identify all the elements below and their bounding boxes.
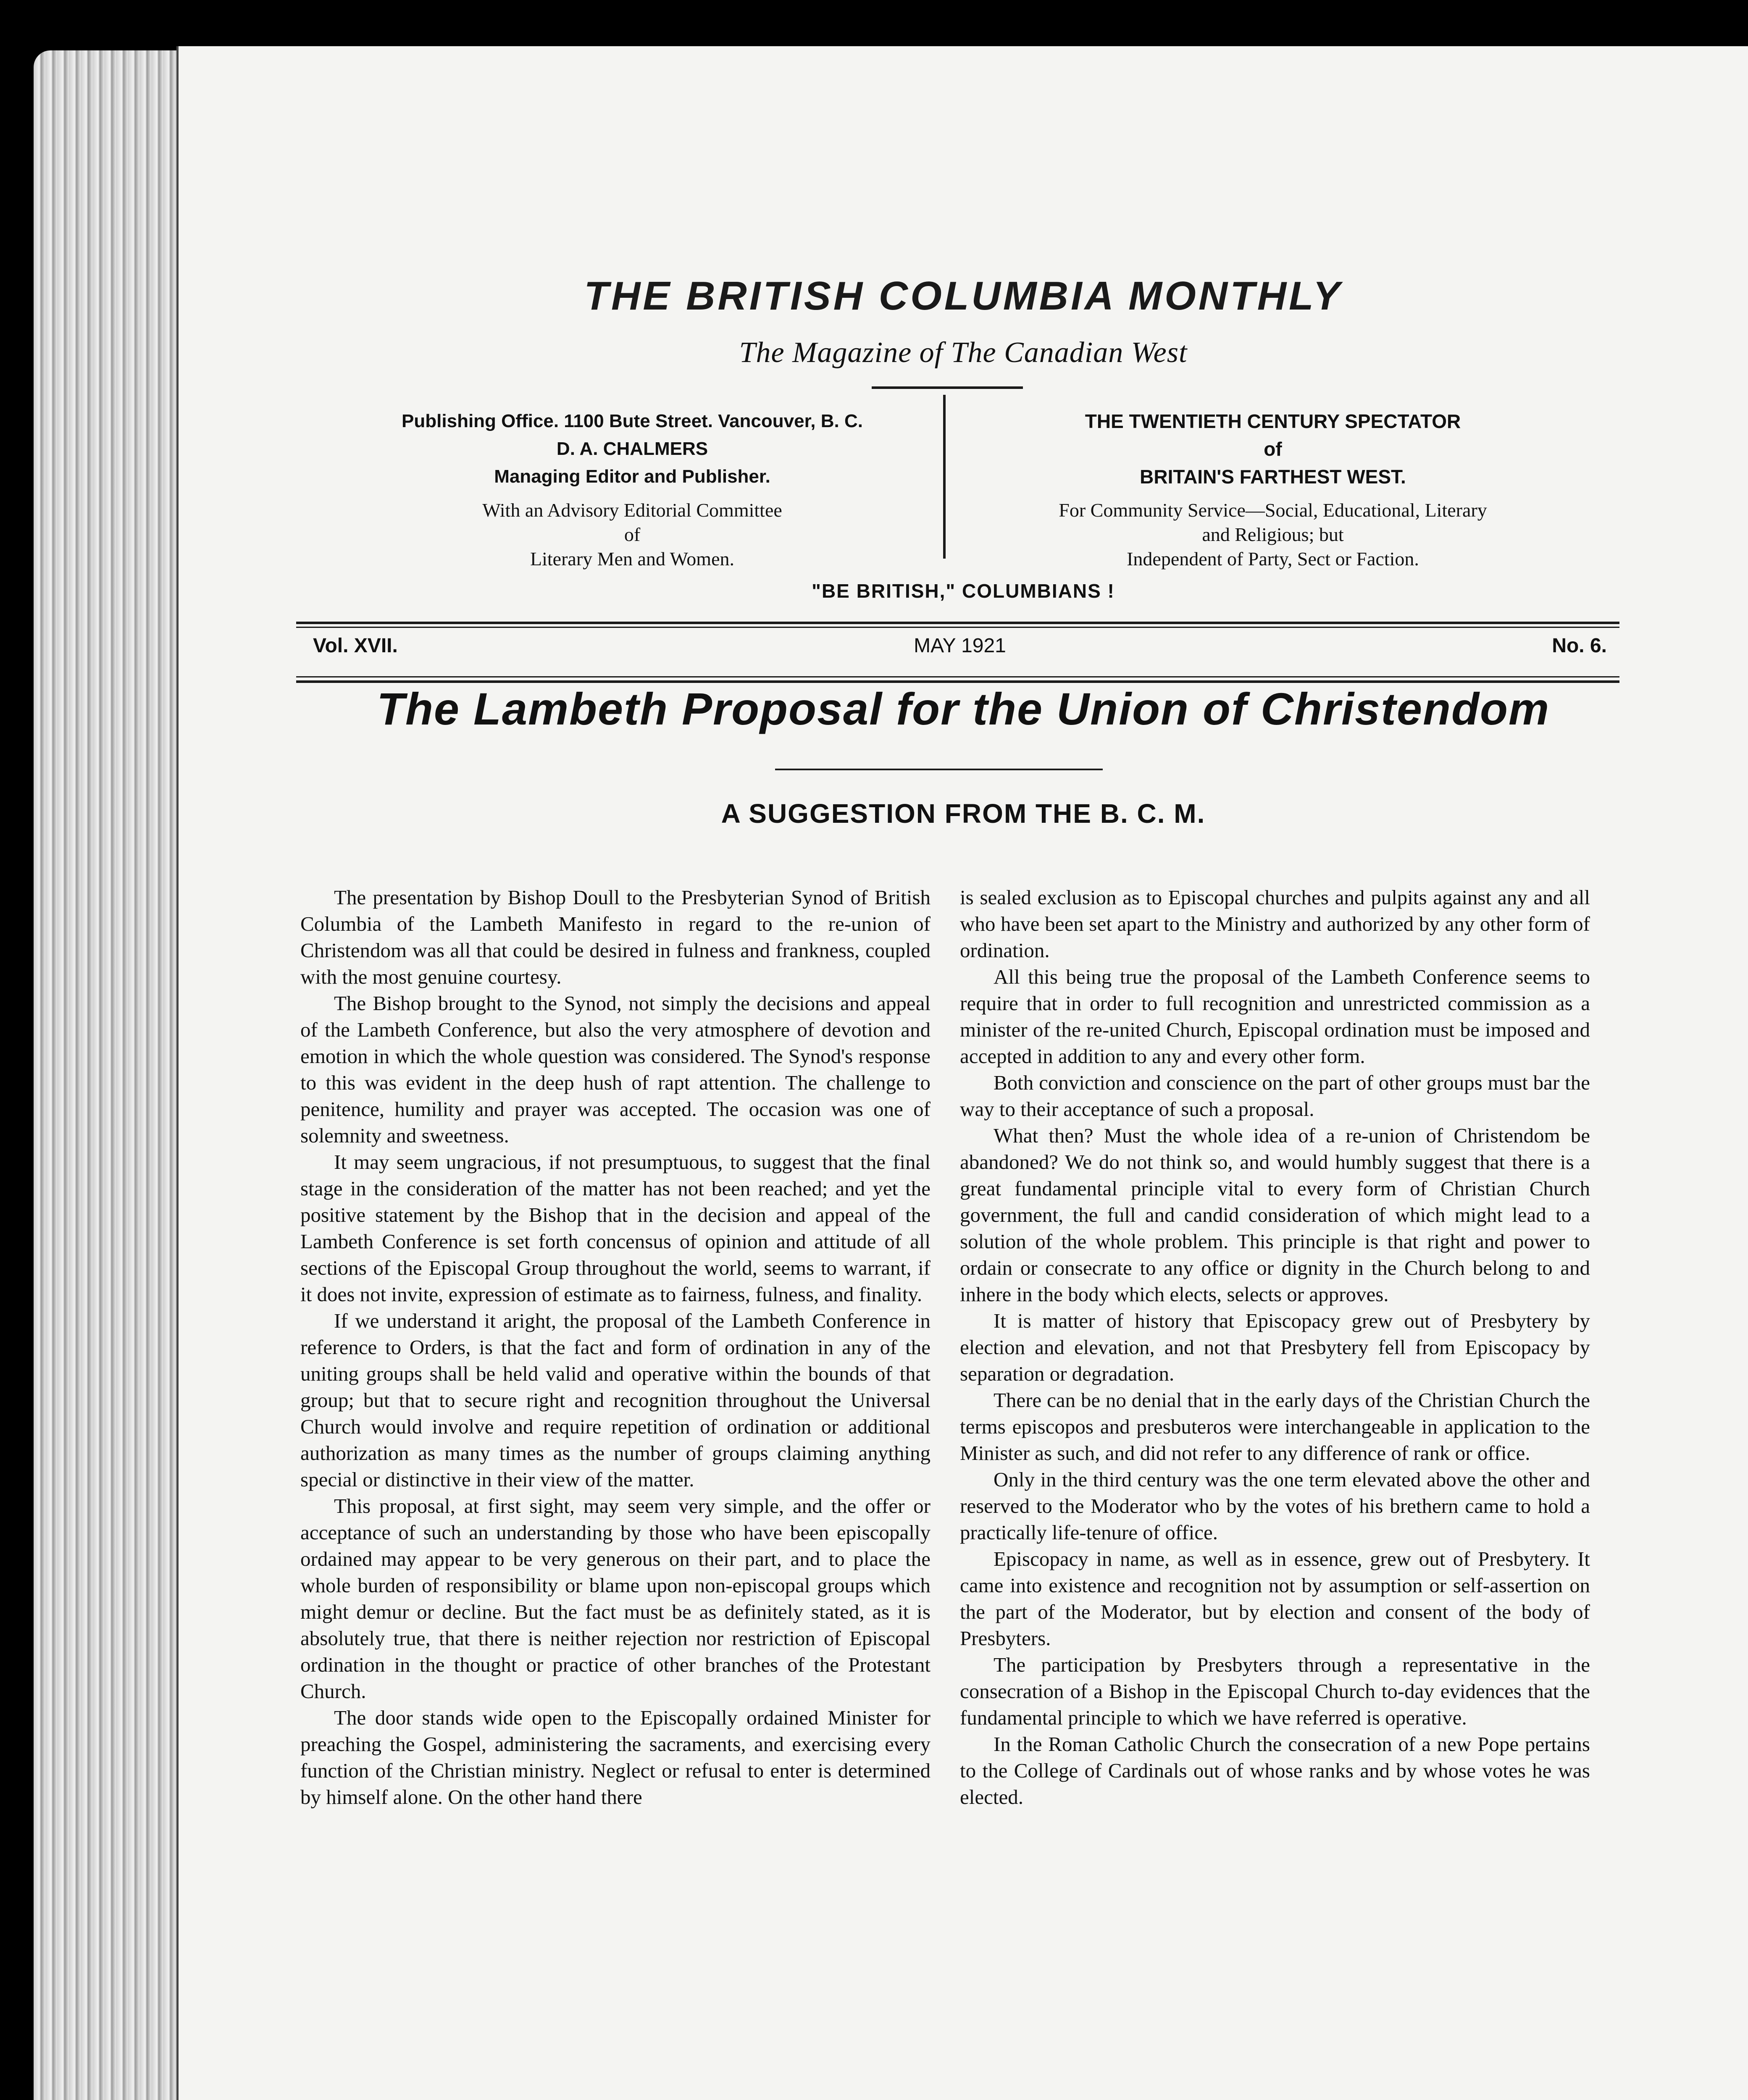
issue-rule-top-thin	[296, 627, 1619, 628]
paragraph: All this being true the proposal of the Lambeth Conference seems to require that in order to full recognition and unrestricted commission as a minister of the re-united Church, Episcopal ordination must be imposed and accepted in addition to any and every other form.	[960, 965, 1590, 1068]
paragraph: Both conviction and conscience on the part of other groups must bar the way to their acceptance of such a proposal.	[960, 1071, 1590, 1121]
article-headline: The Lambeth Proposal for the Union of Christendom	[376, 683, 1550, 734]
paragraph-continued: is sealed exclusion as to Episcopal churches and pulpits against any and all who have been set apart to the Ministry and authorized by any other form of ordination.	[960, 886, 1590, 962]
publisher-info	[317, 407, 947, 571]
article-column-left	[300, 884, 931, 1810]
paragraph: What then? Must the whole idea of a re-union of Christendom be abandoned? We do not think so, and would humbly suggest that there is a great fundamental principle vital to every form of Christian Church government, the full and candid consideration of which might lead to a solution of the whole problem. This principle is that right and power to ordain or consecrate to any office or dignity in the Church belong to and inhere in the body which elects, selects or approves.	[960, 1124, 1590, 1306]
issue-number: No. 6.	[1552, 635, 1607, 657]
editor-name: D. A. CHALMERS	[556, 438, 708, 459]
paragraph: In the Roman Catholic Church the consecration of a new Pope pertains to the College of Cardinals out of whose ranks and by whose votes he was elected.	[960, 1732, 1590, 1809]
paragraph: This proposal, at first sight, may seem very simple, and the offer or acceptance of such an understanding by those who have been episcopally ordained may appear to be very generous on their part, and to place the whole burden of responsibility or blame upon non-episcopal groups which might demur or decline. But the fact must be as definitely stated, as it is absolutely true, that there is neither rejection nor restriction of Episcopal ordination in the thought or practice of other branches of the Protestant Church.	[300, 1494, 931, 1703]
paragraph: The presentation by Bishop Doull to the Presbyterian Synod of British Columbia of the Lambeth Manifesto in regard to the re-union of Christendom was all that could be desired in fulness and frankness, coupled with the most genuine courtesy.	[300, 886, 931, 988]
book-page-edges	[34, 50, 185, 2100]
paragraph: The Bishop brought to the Synod, not simply the decisions and appeal of the Lambeth Conference, but also the very atmosphere of devotion and emotion in which the whole question was considered. The Synod's response to this was evident in the deep hush of rapt attention. The challenge to penitence, humility and prayer was accepted. The occasion was one of solemnity and sweetness.	[300, 992, 931, 1147]
spectator-region: BRITAIN'S FARTHEST WEST.	[1140, 466, 1406, 488]
paragraph: Only in the third century was the one term elevated above the other and reserved to the Moderator who by the votes of his brethern came to hold a practically life-tenure of office.	[960, 1468, 1590, 1544]
spectator-of: of	[1264, 438, 1282, 460]
paragraph: There can be no denial that in the early days of the Christian Church the terms episcopos and presbuteros were interchangeable in application to the Minister as such, and did not refer to any difference of rank or office.	[960, 1389, 1590, 1465]
article-column-right	[960, 884, 1590, 1810]
magazine-page	[176, 46, 1748, 2100]
headline-divider	[775, 769, 1103, 770]
title-divider	[872, 386, 1023, 389]
paragraph: Episcopacy in name, as well as in essence, grew out of Presbytery. It came into existence and recognition not by assumption or self-assertion on the part of the Moderator, but by election and consent of the body of Presbyters.	[960, 1547, 1590, 1650]
paragraph: It may seem ungracious, if not presumptuous, to suggest that the final stage in the consideration of the matter has not been reached; and yet the positive statement by the Bishop that in the decision and appeal of the Lambeth Conference is set forth concensus of opinion and attitude of all sections of the Episcopal Group throughout the world, seems to warrant, if it does not invite, expression of estimate as to fairness, fulness, and finality.	[300, 1150, 931, 1306]
independence-line: Independent of Party, Sect or Faction.	[1127, 548, 1419, 570]
paragraph: The participation by Presbyters through a representative in the consecration of a Bishop in the Episcopal Church to-day evidences that the fundamental principle to which we have referred is operative.	[960, 1653, 1590, 1729]
religious-line: and Religious; but	[1202, 524, 1344, 545]
committee-line: With an Advisory Editorial Committee	[482, 499, 782, 521]
paragraph: It is matter of history that Episcopacy grew out of Presbytery by election and elevation, and not that Presbytery fell from Episcopacy by separation or degradation.	[960, 1309, 1590, 1385]
motto: "BE BRITISH," COLUMBIANS !	[812, 580, 1115, 602]
publishing-office: Publishing Office. 1100 Bute Street. Vancouver, B. C.	[402, 411, 863, 431]
issue-rule-bottom-thin	[296, 676, 1619, 677]
article-subhead: A SUGGESTION FROM THE B. C. M.	[721, 798, 1206, 829]
community-service: For Community Service—Social, Educational, Literary	[1059, 499, 1487, 521]
committee-members: Literary Men and Women.	[530, 548, 734, 570]
magazine-title: THE BRITISH COLUMBIA MONTHLY	[584, 273, 1343, 318]
spectator-info	[947, 407, 1598, 571]
volume-number: Vol. XVII.	[313, 635, 398, 657]
masthead-vertical-divider	[943, 395, 946, 559]
spectator-title: THE TWENTIETH CENTURY SPECTATOR	[1085, 410, 1461, 432]
issue-rule-top	[296, 622, 1619, 624]
magazine-subtitle: The Magazine of The Canadian West	[739, 336, 1188, 369]
paragraph: The door stands wide open to the Episcopally ordained Minister for preaching the Gospel, administering the sacraments, and exercising every function of the Christian ministry. Neglect or refusal to enter is determined by himself alone. On the other hand there	[300, 1706, 931, 1809]
paragraph: If we understand it aright, the proposal of the Lambeth Conference in reference to Orders, is that the fact and form of ordination in any of the uniting groups shall be held valid and operative within the bounds of that group; but that to secure right and recognition throughout the Universal Church would involve and require repetition of ordination or additional authorization as many times as the number of groups claiming anything special or distinctive in their view of the matter.	[300, 1309, 931, 1491]
editor-role: Managing Editor and Publisher.	[494, 466, 770, 487]
issue-date: MAY 1921	[914, 635, 1006, 657]
committee-of: of	[624, 524, 641, 545]
